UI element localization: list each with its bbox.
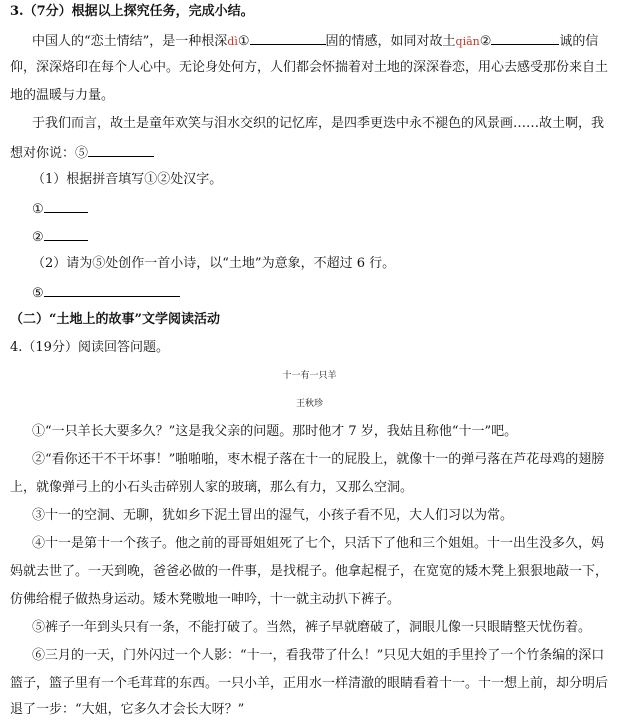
story-paragraph-6-line1: ⑥三月的一天，门外闪过一个人影：“十一，看我带了什么！”只见大姐的手里拎了一个竹条编的深口 <box>32 648 605 663</box>
answer-5-marker: ⑤ <box>32 286 44 301</box>
answer-1-marker: ① <box>32 202 44 217</box>
story-paragraph-1: ①“一只羊长大要多久？”这是我父亲的问题。那时他才 7 岁，我姑且称他“十一”吧。 <box>32 424 518 439</box>
story-paragraph-4-line2: 妈就去世了。一天到晚，爸爸必做的一件事，是找棍子。他拿起棍子，在宽宽的矮木凳上狠狠地敲一下， <box>10 564 609 579</box>
answer-5-blank[interactable] <box>44 282 180 297</box>
question-4-heading: 4.（19分）阅读回答问题。 <box>10 340 169 355</box>
marker-1: ① <box>237 34 250 49</box>
marker-2: ② <box>479 34 492 49</box>
story-paragraph-5: ⑤裤子一年到头只有一条，不能打破了。当然，裤子早就磨破了，洞眼儿像一只眼睛整天忧伤着。 <box>32 620 592 635</box>
subquestion-1: （1）根据拼音填写①②处汉字。 <box>32 172 223 187</box>
summary-text-a: 中国人的“恋土情结”，是一种根深 <box>32 34 228 49</box>
story-paragraph-3: ③十一的空洞、无聊，犹如乡下泥土冒出的湿气，小孩子看不见，大人们习以为常。 <box>32 508 514 523</box>
say-to-you-text: 想对你说：⑤ <box>10 146 89 161</box>
story-paragraph-2-line1: ②“看你还干不干坏事！”啪啪啪，枣木棍子落在十一的屁股上，就像十一的弹弓落在芦花母鸡的翅膀 <box>32 452 605 467</box>
blank-5-inline[interactable] <box>88 142 154 157</box>
story-paragraph-6-line2: 篮子，篮子里有一个毛茸茸的东西。一只小羊，正用水一样清澈的眼睛看着十一。十一想上前，却分明后 <box>10 676 609 691</box>
answer-line-2 <box>32 226 88 248</box>
story-paragraph-6-line3: 退了一步：“大姐，它多久才会长大呀？” <box>10 702 245 717</box>
answer-2-marker: ② <box>32 230 44 245</box>
blank-1[interactable] <box>250 30 326 45</box>
summary-text-c: 诚的信 <box>559 34 599 49</box>
answer-line-1 <box>32 198 88 220</box>
summary-text-b: 固的情感，如同对故土 <box>325 34 456 49</box>
summary-paragraph-line1 <box>32 30 598 52</box>
summary-paragraph-line2: 仰，深深烙印在每个人心中。无论身处何方，人们都会怀揣着对土地的深深眷恋，用心去感受那份来自土 <box>10 60 609 75</box>
answer-1-blank[interactable] <box>44 198 88 213</box>
question-3-heading: 3.（7分）根据以上探究任务，完成小结。 <box>10 4 254 19</box>
story-title: 十一有一只羊 <box>282 371 337 381</box>
story-paragraph-4-line3: 仿佛给棍子做热身运动。矮木凳嗷地一呻吟，十一就主动扒下裤子。 <box>10 592 401 607</box>
answer-line-5 <box>32 282 180 304</box>
section-2-title: （二）“土地上的故事”文学阅读活动 <box>10 312 220 327</box>
pinyin-qian: qiān <box>455 35 480 48</box>
answer-2-blank[interactable] <box>44 226 88 241</box>
pinyin-di: dì <box>227 35 238 48</box>
summary-paragraph2-line2 <box>10 142 154 164</box>
summary-paragraph-line3: 地的温暖与力量。 <box>10 88 115 103</box>
story-paragraph-4-line1: ④十一是第十一个孩子。他之前的哥哥姐姐死了七个，只活下了他和三个姐姐。十一出生没多久，妈 <box>32 536 605 551</box>
subquestion-2: （2）请为⑤处创作一首小诗，以“土地”为意象，不超过 6 行。 <box>32 256 396 271</box>
summary-paragraph2-line1: 于我们而言，故土是童年欢笑与泪水交织的记忆库，是四季更迭中永不褪色的风景画……故土啊，我 <box>32 116 605 131</box>
story-author: 王秋珍 <box>295 399 323 409</box>
blank-2[interactable] <box>491 30 559 45</box>
story-paragraph-2-line2: 上，就像弹弓上的小石头击碎别人家的玻璃，那么有力，又那么空洞。 <box>10 480 414 495</box>
